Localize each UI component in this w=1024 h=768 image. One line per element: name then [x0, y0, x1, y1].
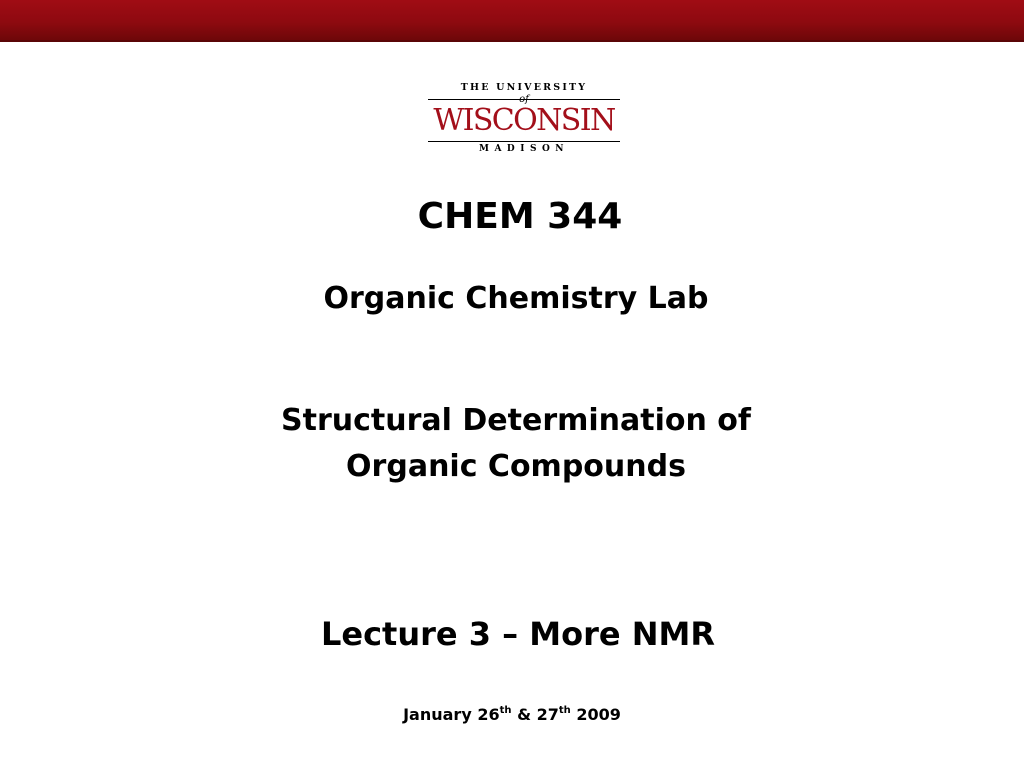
course-code: CHEM 344: [417, 196, 623, 237]
logo-wordmark: WISCONSIN: [433, 103, 615, 138]
date-day-1: 26: [477, 705, 500, 724]
lecture-title: Lecture 3 – More NMR: [320, 615, 716, 653]
logo-line-of: of: [519, 94, 529, 105]
date-suffix-1: th: [499, 705, 512, 716]
logo-rule-lower: [428, 141, 620, 142]
topic-line-2: Organic Compounds: [346, 449, 686, 484]
university-logo: [426, 82, 622, 156]
logo-line-top: THE UNIVERSITY: [460, 82, 588, 93]
lecture-date: [0, 705, 1024, 724]
date-suffix-2: th: [558, 705, 571, 716]
date-and: &: [517, 705, 532, 724]
top-banner-bar: [0, 0, 1024, 42]
date-day-2: 27: [536, 705, 559, 724]
topic-line-1: Structural Determination of: [281, 403, 751, 438]
date-year: 2009: [576, 705, 621, 724]
lecture-topic: [4, 398, 1024, 490]
date-month: January: [403, 705, 472, 724]
course-name: Organic Chemistry Lab: [323, 281, 709, 316]
logo-line-bottom: MADISON: [478, 144, 570, 154]
